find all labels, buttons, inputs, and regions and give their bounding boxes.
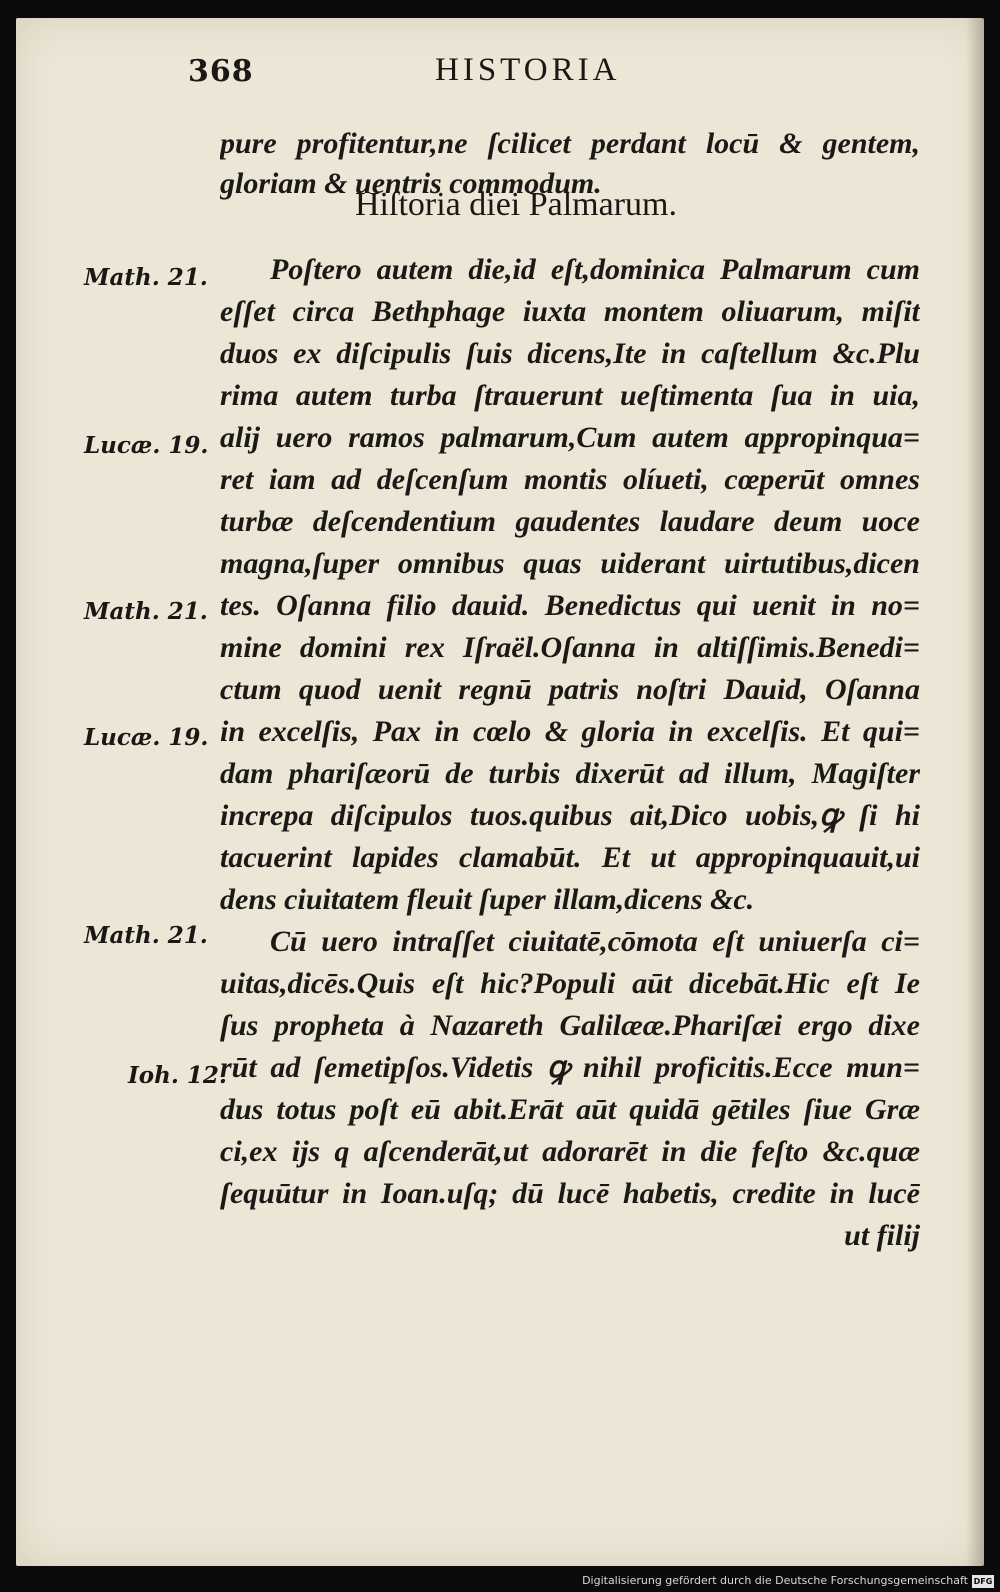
text-line: rima autem turba ſtrauerunt ueſtimenta ſua in uia, <box>220 379 920 412</box>
text-line: Poſtero autem die,id eſt,dominica Palmarum cum <box>270 253 920 286</box>
text-line: pure profitentur,ne ſcilicet perdant locū & gentem, <box>220 127 920 160</box>
text-line: in excelſis, Pax in cœlo & gloria in excelſis. Et qui= <box>220 715 920 748</box>
running-head: HISTORIA <box>435 52 621 88</box>
marginal-reference: Math. 21. <box>84 598 208 625</box>
catchword: ut filij <box>844 1219 920 1252</box>
text-line: eſſet circa Bethphage iuxta montem oliuarum, miſit <box>220 295 920 328</box>
text-line: Cū uero intraſſet ciuitatē,cōmota eſt uniuerſa ci= <box>270 925 920 958</box>
text-line: dam phariſæorū de turbis dixerūt ad illum, Magiſter <box>220 757 920 790</box>
funding-credit: Digitalisierung gefördert durch die Deutsche Forschungsgemeinschaft <box>582 1574 968 1587</box>
marginal-reference: Lucæ. 19. <box>84 432 209 459</box>
text-line: ſus propheta à Nazareth Galilææ.Phariſæi ergo dixe <box>220 1009 920 1042</box>
marginal-reference: Lucæ. 19. <box>84 724 209 751</box>
text-line: ctum quod uenit regnū patris noſtri Dauid, Oſanna <box>220 673 920 706</box>
text-line: increpa diſcipulos tuos.quibus ait,Dico uobis,ꝙ ſi hi <box>220 799 920 832</box>
section-heading: Hiſtoria diei Palmarum. <box>355 186 677 223</box>
text-line: mine domini rex Iſraël.Oſanna in altiſſimis.Benedi= <box>220 631 920 664</box>
marginal-reference: Math. 21. <box>84 922 208 949</box>
text-line: tes. Oſanna filio dauid. Benedictus qui uenit in no= <box>220 589 920 622</box>
marginal-reference: Ioh. 12. <box>128 1062 227 1089</box>
text-line: ci,ex ijs q aſcenderāt,ut adorarēt in die feſto &c.quæ <box>220 1135 920 1168</box>
dfg-logo: DFG <box>973 1577 993 1586</box>
text-line: ſequūtur in Ioan.uſq; dū lucē habetis, credite in lucē <box>220 1177 920 1210</box>
marginal-reference: Math. 21. <box>84 264 208 291</box>
text-line: uitas,dicēs.Quis eſt hic?Populi aūt dicebāt.Hic eſt Ie <box>220 967 920 1000</box>
text-line: gloriam & uentris commodum. <box>220 167 602 200</box>
text-line: tacuerint lapides clamabūt. Et ut appropinquauit,ui <box>220 841 920 874</box>
page-edge-shadow <box>966 18 984 1566</box>
folio-number: 368 <box>188 54 254 89</box>
text-line: magna,ſuper omnibus quas uiderant uirtutibus,dicen <box>220 547 920 580</box>
page-header <box>0 42 1000 102</box>
text-line: dens ciuitatem fleuit ſuper illam,dicens &c. <box>220 883 755 916</box>
text-line: rūt ad ſemetipſos.Videtis ꝙ nihil proficitis.Ecce mun= <box>220 1051 920 1084</box>
text-line: alij uero ramos palmarum,Cum autem appropinqua= <box>220 421 920 454</box>
text-line: dus totus poſt eū abit.Erāt aūt quidā gētiles ſiue Græ <box>220 1093 920 1126</box>
text-line: ret iam ad deſcenſum montis olíueti, cœperūt omnes <box>220 463 920 496</box>
text-line: turbæ deſcendentium gaudentes laudare deum uoce <box>220 505 920 538</box>
text-line: duos ex diſcipulis ſuis dicens,Ite in caſtellum &c.Plu <box>220 337 920 370</box>
